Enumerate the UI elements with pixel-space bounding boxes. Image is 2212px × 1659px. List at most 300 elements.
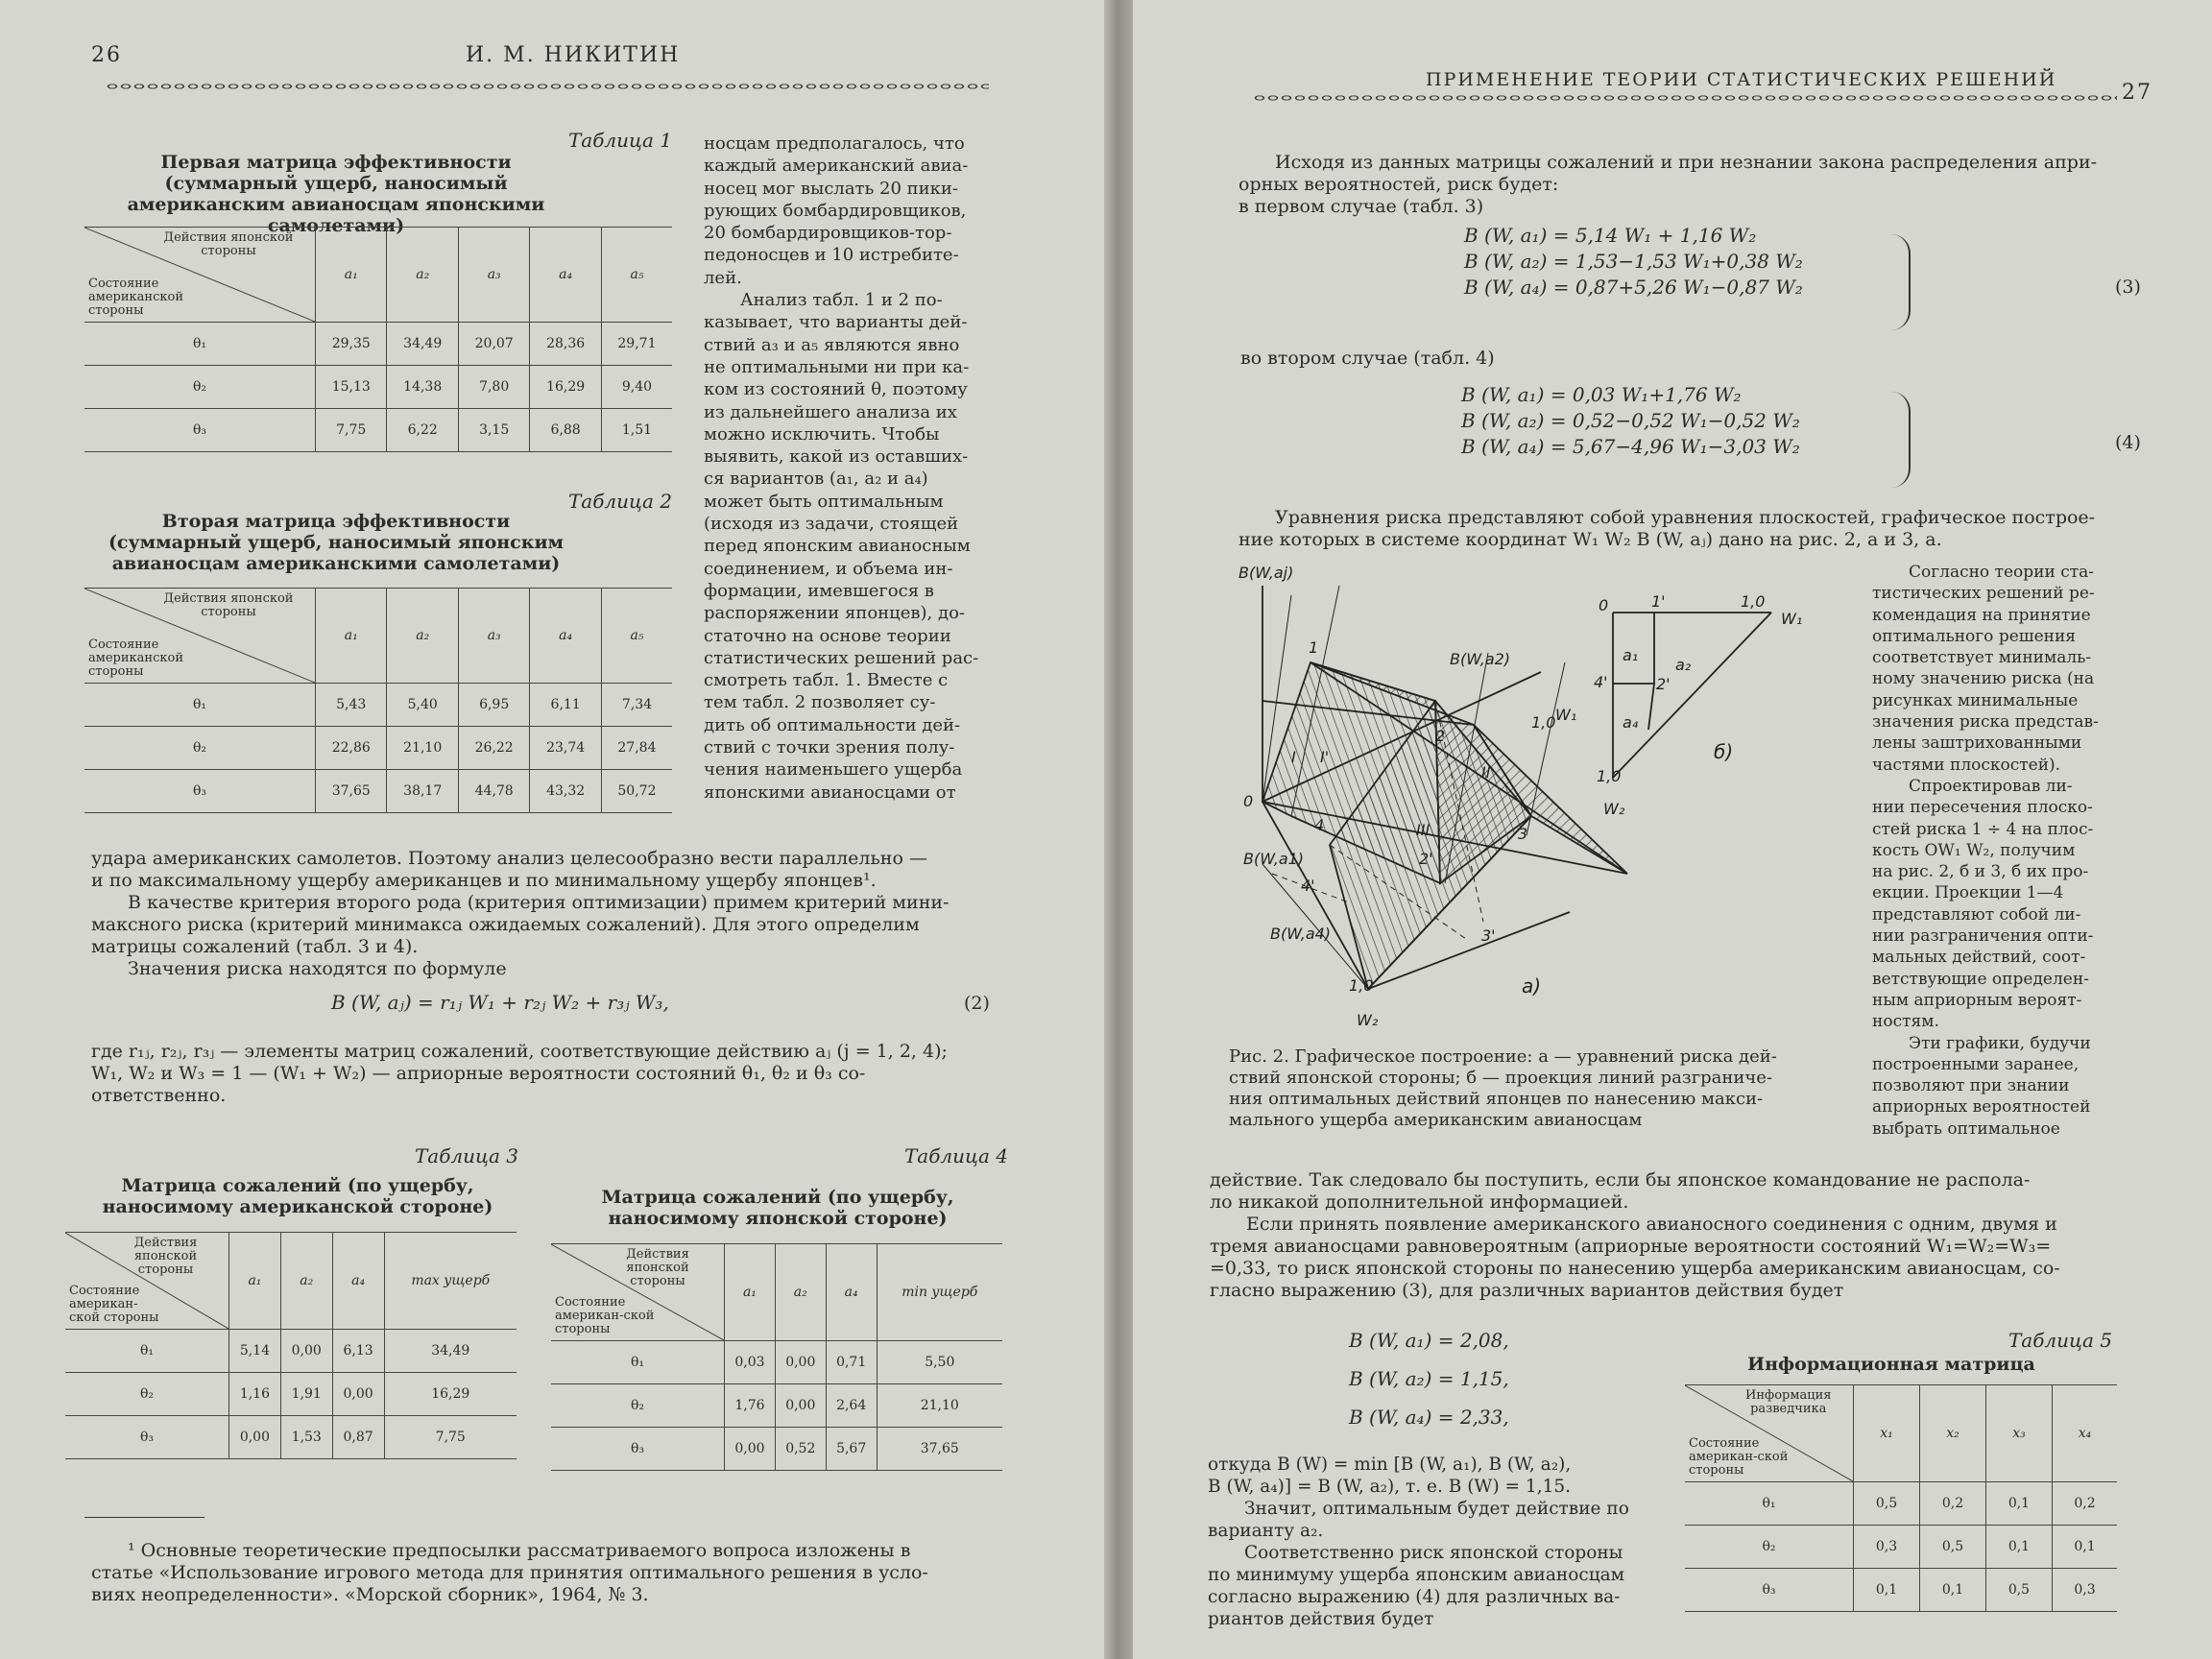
corner-cell — [84, 228, 316, 323]
header-rule — [106, 83, 989, 90]
column-header: a₅ — [601, 589, 672, 684]
table-cell: 0,1 — [1854, 1569, 1920, 1612]
table-cell: 0,00 — [775, 1341, 826, 1384]
label-p4: 4 — [1314, 816, 1325, 834]
right-page — [1133, 0, 2212, 1659]
table-cell: 6,11 — [530, 684, 601, 727]
label-b-origin: 0 — [1599, 596, 1609, 614]
table-row — [65, 1330, 517, 1373]
label-region-ii: II — [1481, 763, 1491, 781]
text-line: B (W, a₁) = 5,14 W₁ + 1,16 W₂ — [1464, 224, 1757, 247]
table-cell: 1,16 — [229, 1373, 281, 1416]
equations-4 — [1461, 382, 1800, 460]
row-label: θ₁ — [65, 1330, 229, 1373]
table-cell: 5,67 — [826, 1428, 877, 1471]
text-line: ствий a₃ и a₅ являются явно — [704, 334, 960, 355]
column-header: a₁ — [316, 228, 387, 323]
table3 — [65, 1232, 517, 1459]
text-line: B (W, a₄) = 5,67−4,96 W₁−3,03 W₂ — [1461, 435, 1800, 458]
table-cell: 22,86 — [316, 727, 387, 770]
text-line: риантов действия будет — [1208, 1609, 1434, 1629]
table-cell: 21,10 — [877, 1384, 1002, 1428]
table-cell: 0,2 — [2052, 1482, 2117, 1526]
text-line: лей. — [704, 267, 742, 288]
text-line: ствий японской стороны; б — проекция линий разграниче- — [1229, 1068, 1773, 1088]
table-cell: 7,75 — [384, 1416, 517, 1459]
text-line: =0,33, то риск японской стороны по нанесению ущерба американским авианосцам, со- — [1210, 1258, 2060, 1279]
text-line: максного риска (критерий минимакса ожидаемых сожалений). Для этого определим — [91, 914, 920, 935]
corner-bottom-label: Состояние американ-ской стороны — [555, 1295, 655, 1336]
column-header: a₅ — [601, 228, 672, 323]
text-line: не оптимальными ни при ка- — [704, 356, 970, 377]
text-line: Уравнения риска представляют собой уравнения плоскостей, графическое построе- — [1275, 507, 2096, 528]
table-cell: 37,65 — [316, 770, 387, 813]
text-line: ному значению риска (на — [1872, 669, 2095, 689]
table4 — [551, 1243, 1002, 1471]
table-cell: 6,95 — [458, 684, 529, 727]
table-cell: 15,13 — [316, 366, 387, 409]
table-cell: 5,40 — [387, 684, 458, 727]
second-case-label: во втором случае (табл. 4) — [1240, 348, 1495, 369]
text-line: ностям. — [1872, 1012, 1939, 1032]
table-cell: 34,49 — [384, 1330, 517, 1373]
table-cell: 1,53 — [280, 1416, 332, 1459]
row-label: θ₂ — [84, 366, 316, 409]
text-line: педоносцев и 10 истребите- — [704, 245, 959, 266]
table-cell: 0,1 — [1985, 1482, 2052, 1526]
text-line: тем табл. 2 позволяет су- — [704, 692, 936, 713]
table-cell: 7,34 — [601, 684, 672, 727]
table-cell: 9,40 — [601, 366, 672, 409]
corner-top-label: Информация разведчика — [1745, 1388, 1832, 1416]
label-b-w1: W₁ — [1781, 610, 1803, 628]
label-b-4p: 4' — [1594, 673, 1608, 691]
equations-4-number: (4) — [2115, 432, 2141, 453]
footnote-rule — [84, 1517, 204, 1518]
figure-caption — [1229, 1046, 1843, 1131]
column-header: a₁ — [316, 589, 387, 684]
table-cell: 0,00 — [775, 1384, 826, 1428]
brace-4 — [1889, 392, 1911, 488]
text-line: статье «Использование игрового метода для принятия оптимального решения в усло- — [91, 1562, 928, 1583]
text-line: Если принять появление американского авианосного соединения с одним, двумя и — [1246, 1214, 2057, 1235]
table-cell: 26,22 — [458, 727, 529, 770]
text-line: ния оптимальных действий японцев по нанесению макси- — [1229, 1089, 1764, 1109]
text-line: можно исключить. Чтобы — [704, 423, 940, 445]
label-p3: 3 — [1518, 825, 1528, 843]
text-line: дить об оптимальности дей- — [704, 714, 961, 735]
label-w1-one: 1,0 — [1531, 713, 1556, 732]
text-line: нии разграничения опти- — [1872, 926, 2094, 947]
paragraph-intro — [1238, 152, 2127, 218]
text-line: удара американских самолетов. Поэтому анализ целесообразно вести параллельно — — [91, 848, 927, 869]
label-b-a4: B(W,a4) — [1270, 925, 1332, 943]
corner-cell — [65, 1233, 229, 1330]
label-b-a1-region: a₁ — [1623, 646, 1639, 664]
text-line: тистических решений ре- — [1872, 584, 2095, 604]
label-b-1p: 1' — [1651, 592, 1666, 611]
label-p2p: 2' — [1419, 850, 1433, 868]
table3-title: Матрица сожалений (по ущербу, наносимому американской стороне) — [102, 1175, 493, 1217]
table-row — [84, 727, 672, 770]
table-cell: 28,36 — [530, 323, 601, 366]
paragraph-analysis — [91, 848, 994, 980]
corner-bottom-label: Состояние американ-ской стороны — [69, 1284, 159, 1325]
corner-top-label: Действия японской стороны — [133, 1236, 198, 1277]
table-cell: 0,03 — [725, 1341, 776, 1384]
text-line: орных вероятностей, риск будет: — [1238, 174, 1559, 195]
table-cell: 1,76 — [725, 1384, 776, 1428]
text-line: носец мог выслать 20 пики- — [704, 178, 958, 199]
text-line: каждый американский авиа- — [704, 156, 969, 177]
label-b-w1-one: 1,0 — [1741, 592, 1766, 611]
paragraph-whence — [1208, 1454, 1664, 1630]
label-axis-b: B(W,aj) — [1238, 564, 1294, 582]
table5-title: Информационная матрица — [1747, 1354, 2035, 1375]
table-row — [84, 770, 672, 813]
column-header: a₄ — [530, 589, 601, 684]
text-line: ло никакой дополнительной информацией. — [1210, 1191, 1629, 1213]
text-line: распоряжении японцев), до- — [704, 603, 965, 624]
text-line: статочно на основе теории — [704, 625, 951, 646]
table2 — [84, 588, 672, 813]
text-line: Эти графики, будучи — [1909, 1033, 2091, 1053]
text-line: априорных вероятностей — [1872, 1097, 2091, 1118]
text-line: Согласно теории ста- — [1909, 563, 2095, 582]
risk-values — [1349, 1321, 1509, 1436]
table2-title: Вторая матрица эффективности (суммарный ущерб, наносимый японским авианосцам американскими самолетами) — [108, 511, 565, 574]
text-line: рующих бомбардировщиков, — [704, 200, 967, 221]
table-row — [1685, 1526, 2117, 1569]
text-line: варианту a₂. — [1208, 1521, 1324, 1541]
table5 — [1685, 1384, 2117, 1612]
table-cell: 21,10 — [387, 727, 458, 770]
label-b-a2: B(W,a2) — [1450, 650, 1511, 668]
label-region-i: I — [1291, 748, 1296, 766]
text-line: гласно выражению (3), для различных вариантов действия будет — [1210, 1280, 1844, 1301]
text-line: формации, имевшегося в — [704, 580, 934, 601]
label-p2: 2 — [1435, 727, 1446, 745]
label-origin: 0 — [1243, 792, 1254, 810]
table-cell: 5,43 — [316, 684, 387, 727]
text-line: ¹ Основные теоретические предпосылки рассматриваемого вопроса изложены в — [128, 1540, 911, 1561]
table5-caption: Таблица 5 — [2008, 1329, 2112, 1352]
column-header: x₃ — [1985, 1385, 2052, 1482]
table-cell: 44,78 — [458, 770, 529, 813]
label-b-w2: W₂ — [1603, 800, 1625, 818]
text-line: кость OW₁ W₂, получим — [1872, 840, 2076, 860]
text-line: В качестве критерия второго рода (критерия оптимизации) примем критерий мини- — [128, 892, 950, 913]
header-rule — [1253, 94, 2117, 102]
text-line: частями плоскостей). — [1872, 755, 2061, 775]
text-line: статистических решений рас- — [704, 647, 979, 668]
text-line: B (W, a₂) = 0,52−0,52 W₁−0,52 W₂ — [1461, 409, 1800, 432]
text-line: Значит, оптимальным будет действие по — [1244, 1499, 1629, 1519]
label-p1: 1 — [1309, 638, 1319, 657]
label-b-2p: 2' — [1656, 675, 1671, 693]
text-line: виях неопределенности». «Морской сборник», 1964, № 3. — [91, 1584, 649, 1605]
column-header: x₄ — [2052, 1385, 2117, 1482]
table1-title: Первая матрица эффективности (суммарный ущерб, наносимый американским авианосцам японскими самолетами) — [127, 152, 545, 236]
text-line: в первом случае (табл. 3) — [1238, 196, 1484, 217]
text-line: может быть оптимальным — [704, 491, 944, 512]
column-header: a₂ — [387, 589, 458, 684]
column-header: a₁ — [229, 1233, 281, 1330]
column-header: x₁ — [1854, 1385, 1920, 1482]
column-header: a₂ — [387, 228, 458, 323]
text-line: соответствует минималь- — [1872, 648, 2092, 668]
table-cell: 0,3 — [2052, 1569, 2117, 1612]
row-label: θ₁ — [1685, 1482, 1854, 1526]
table-cell: 0,5 — [1985, 1569, 2052, 1612]
formula-2: B (W, aⱼ) = r₁ⱼ W₁ + r₂ⱼ W₂ + r₃ⱼ W₃, — [331, 991, 669, 1014]
text-line: соединением, и объема ин- — [704, 558, 953, 579]
text-line: позволяют при знании — [1872, 1076, 2070, 1096]
left-page — [0, 0, 1104, 1659]
text-line: Значения риска находятся по формуле — [128, 958, 507, 979]
row-label: θ₃ — [65, 1416, 229, 1459]
corner-cell — [84, 589, 316, 684]
table-row — [84, 684, 672, 727]
table-cell: 34,49 — [387, 323, 458, 366]
table-cell: 7,75 — [316, 409, 387, 452]
figure-2 — [1234, 557, 1810, 1037]
table-cell: 0,2 — [1919, 1482, 1985, 1526]
text-line: ветствующие определен- — [1872, 969, 2089, 989]
column-header: a₄ — [826, 1244, 877, 1341]
text-line: Соответственно риск японской стороны — [1244, 1543, 1623, 1563]
text-line: Исходя из данных матрицы сожалений и при незнании закона распределения апри- — [1275, 152, 2098, 173]
table-cell: 0,87 — [332, 1416, 384, 1459]
table-row — [551, 1341, 1002, 1384]
corner-top-label: Действия японской стороны — [626, 1247, 689, 1288]
table-cell: 0,00 — [229, 1416, 281, 1459]
text-line: казывает, что варианты дей- — [704, 312, 968, 333]
row-label: θ₂ — [1685, 1526, 1854, 1569]
text-line: перед японским авианосным — [704, 536, 971, 557]
table-cell: 6,22 — [387, 409, 458, 452]
table-cell: 5,14 — [229, 1330, 281, 1373]
text-line: представляют собой ли- — [1872, 904, 2081, 925]
table2-caption: Таблица 2 — [567, 490, 672, 513]
label-b-a4-region: a₄ — [1623, 713, 1639, 732]
table-cell: 7,80 — [458, 366, 529, 409]
text-line: нии пересечения плоско- — [1872, 798, 2093, 818]
table-cell: 1,91 — [280, 1373, 332, 1416]
text-line: B (W, a₄)] = B (W, a₂), т. е. B (W) = 1,15. — [1208, 1477, 1572, 1497]
label-region-iii: III — [1416, 821, 1431, 839]
column-header: a₂ — [775, 1244, 826, 1341]
table-cell: 20,07 — [458, 323, 529, 366]
corner-bottom-label: Состояние американской стороны — [88, 276, 183, 318]
text-line: по минимуму ущерба японским авианосцам — [1208, 1565, 1625, 1585]
row-label: θ₃ — [1685, 1569, 1854, 1612]
table-cell: 0,5 — [1854, 1482, 1920, 1526]
table-row — [84, 409, 672, 452]
label-w2-one: 1,0 — [1349, 976, 1374, 995]
text-line: стей риска 1 ÷ 4 на плос- — [1872, 819, 2094, 839]
table4-title: Матрица сожалений (по ущербу, наносимому японской стороне) — [601, 1187, 954, 1229]
text-line: смотреть табл. 1. Вместе с — [704, 670, 949, 691]
table-cell: 43,32 — [530, 770, 601, 813]
table-cell: 16,29 — [530, 366, 601, 409]
table-cell: 1,51 — [601, 409, 672, 452]
text-line: ствий с точки зрения полу- — [704, 737, 955, 758]
text-line: рисунках минимальные — [1872, 690, 2079, 710]
label-region-i-prime: I' — [1320, 748, 1330, 766]
table-cell: 0,00 — [280, 1330, 332, 1373]
text-line: комендация на принятие — [1872, 605, 2091, 625]
table-cell: 0,1 — [1985, 1526, 2052, 1569]
label-b-a1: B(W,a1) — [1243, 850, 1305, 868]
text-line: тремя авианосцами равновероятным (априорные вероятности состояний W₁=W₂=W₃= — [1210, 1236, 2052, 1257]
table-row — [84, 323, 672, 366]
text-line: ответственно. — [91, 1085, 227, 1106]
text-line: мальных действий, соот- — [1872, 948, 2086, 968]
text-line: выявить, какой из оставших- — [704, 446, 969, 468]
brace-3 — [1889, 234, 1911, 330]
label-p3p: 3' — [1481, 926, 1496, 945]
corner-top-label: Действия японской стороны — [163, 591, 294, 619]
text-line: японскими авианосцами от — [704, 781, 956, 803]
table-cell: 0,1 — [2052, 1526, 2117, 1569]
text-line: где r₁ⱼ, r₂ⱼ, r₃ⱼ — элементы матриц сожалений, соответствующие действию aⱼ (j = 1, 2, 4); — [91, 1041, 948, 1062]
column-header: a₄ — [530, 228, 601, 323]
running-head: И. М. НИКИТИН — [466, 43, 681, 67]
equations-3 — [1464, 223, 1803, 301]
side-column-text — [704, 132, 997, 804]
text-line: 20 бомбардировщиков-тор- — [704, 223, 952, 244]
label-b-w2-one: 1,0 — [1597, 767, 1622, 785]
page-number: 26 — [91, 43, 122, 67]
text-line: B (W, a₂) = 1,53−1,53 W₁+0,38 W₂ — [1464, 250, 1803, 273]
table-row — [1685, 1569, 2117, 1612]
paragraph-where — [91, 1041, 994, 1107]
table-cell: 2,64 — [826, 1384, 877, 1428]
table-cell: 0,1 — [1919, 1569, 1985, 1612]
running-head: ПРИМЕНЕНИЕ ТЕОРИИ СТАТИСТИЧЕСКИХ РЕШЕНИЙ — [1426, 69, 2057, 90]
text-line: B (W, a₄) = 2,33, — [1349, 1406, 1509, 1429]
column-header: a₂ — [280, 1233, 332, 1330]
text-line: чения наименьшего ущерба — [704, 759, 963, 781]
column-header: a₃ — [458, 228, 529, 323]
row-label: θ₃ — [551, 1428, 725, 1471]
text-line: B (W, a₄) = 0,87+5,26 W₁−0,87 W₂ — [1464, 276, 1803, 299]
table-cell: 6,88 — [530, 409, 601, 452]
table1-caption: Таблица 1 — [567, 129, 672, 152]
table-cell: 6,13 — [332, 1330, 384, 1373]
text-line: B (W, a₂) = 1,15, — [1349, 1367, 1509, 1390]
corner-bottom-label: Состояние американской стороны — [88, 637, 183, 679]
paragraph-planes — [1238, 507, 2127, 551]
column-header: max ущерб — [384, 1233, 517, 1330]
text-line: (исходя из задачи, стоящей — [704, 514, 959, 535]
text-line: екции. Проекции 1—4 — [1872, 883, 2064, 903]
corner-cell — [1685, 1385, 1854, 1482]
text-line: Спроектировав ли- — [1909, 776, 2073, 796]
text-line: ние которых в системе координат W₁ W₂ B (W, aⱼ) дано на рис. 2, а и 3, а. — [1238, 529, 1942, 550]
table1 — [84, 227, 672, 452]
table-cell: 50,72 — [601, 770, 672, 813]
table-cell: 29,71 — [601, 323, 672, 366]
table-cell: 5,50 — [877, 1341, 1002, 1384]
text-line: ным априорным вероят- — [1872, 990, 2082, 1010]
corner-bottom-label: Состояние американ-ской стороны — [1689, 1436, 1789, 1478]
table-cell: 14,38 — [387, 366, 458, 409]
table-row — [1685, 1482, 2117, 1526]
text-line: ком из состояний θ, поэтому — [704, 379, 968, 400]
text-line: лены заштрихованными — [1872, 733, 2082, 754]
text-line: из дальнейшего анализа их — [704, 401, 957, 422]
text-line: матрицы сожалений (табл. 3 и 4). — [91, 936, 419, 957]
label-w2: W₂ — [1357, 1011, 1379, 1029]
column-header: min ущерб — [877, 1244, 1002, 1341]
table-cell: 0,52 — [775, 1428, 826, 1471]
row-label: θ₁ — [84, 684, 316, 727]
row-label: θ₂ — [65, 1373, 229, 1416]
table-row — [84, 366, 672, 409]
table-row — [551, 1384, 1002, 1428]
text-line: действие. Так следовало бы поступить, если бы японское командование не распола- — [1210, 1169, 2031, 1190]
table-cell: 0,00 — [332, 1373, 384, 1416]
table-row — [65, 1373, 517, 1416]
book-gutter — [1104, 0, 1133, 1659]
table-cell: 0,5 — [1919, 1526, 1985, 1569]
footnote — [91, 1540, 994, 1606]
row-label: θ₂ — [551, 1384, 725, 1428]
text-line: на рис. 2, б и 3, б их про- — [1872, 862, 2089, 882]
table-row — [551, 1428, 1002, 1471]
label-subfigure-b: б) — [1714, 740, 1734, 763]
row-label: θ₃ — [84, 409, 316, 452]
row-label: θ₃ — [84, 770, 316, 813]
column-header: x₂ — [1919, 1385, 1985, 1482]
text-line: значения риска представ- — [1872, 712, 2099, 733]
table-cell: 0,71 — [826, 1341, 877, 1384]
label-p4p: 4' — [1301, 877, 1315, 895]
row-label: θ₁ — [551, 1341, 725, 1384]
table4-caption: Таблица 4 — [903, 1144, 1008, 1167]
table-cell: 0,00 — [725, 1428, 776, 1471]
equations-3-number: (3) — [2115, 276, 2141, 298]
text-line: согласно выражению (4) для различных ва- — [1208, 1587, 1621, 1607]
table-row — [65, 1416, 517, 1459]
text-line: носцам предполагалось, что — [704, 133, 965, 154]
corner-top-label: Действия японской стороны — [163, 230, 294, 258]
table-cell: 0,3 — [1854, 1526, 1920, 1569]
label-w1: W₁ — [1555, 706, 1577, 724]
row-label: θ₂ — [84, 727, 316, 770]
label-subfigure-a: а) — [1522, 974, 1542, 998]
text-line: оптимального решения — [1872, 626, 2077, 646]
text-line: выбрать оптимальное — [1872, 1118, 2060, 1139]
corner-cell — [551, 1244, 725, 1341]
row-label: θ₁ — [84, 323, 316, 366]
table-cell: 23,74 — [530, 727, 601, 770]
text-line: Рис. 2. Графическое построение: а — уравнений риска дей- — [1229, 1046, 1777, 1067]
column-header: a₃ — [458, 589, 529, 684]
formula-2-number: (2) — [964, 993, 990, 1014]
text-line: ся вариантов (a₁, a₂ и a₄) — [704, 469, 928, 490]
text-line: откуда B (W) = min [B (W, a₁), B (W, a₂), — [1208, 1455, 1572, 1475]
table-cell: 16,29 — [384, 1373, 517, 1416]
table-cell: 38,17 — [387, 770, 458, 813]
text-line: B (W, a₁) = 0,03 W₁+1,76 W₂ — [1461, 383, 1742, 406]
text-line: W₁, W₂ и W₃ = 1 — (W₁ + W₂) — априорные вероятности состояний θ₁, θ₂ и θ₃ со- — [91, 1063, 866, 1084]
text-line: Анализ табл. 1 и 2 по- — [740, 290, 943, 311]
paragraph-equal-probability — [1210, 1169, 2122, 1302]
column-header: a₄ — [332, 1233, 384, 1330]
